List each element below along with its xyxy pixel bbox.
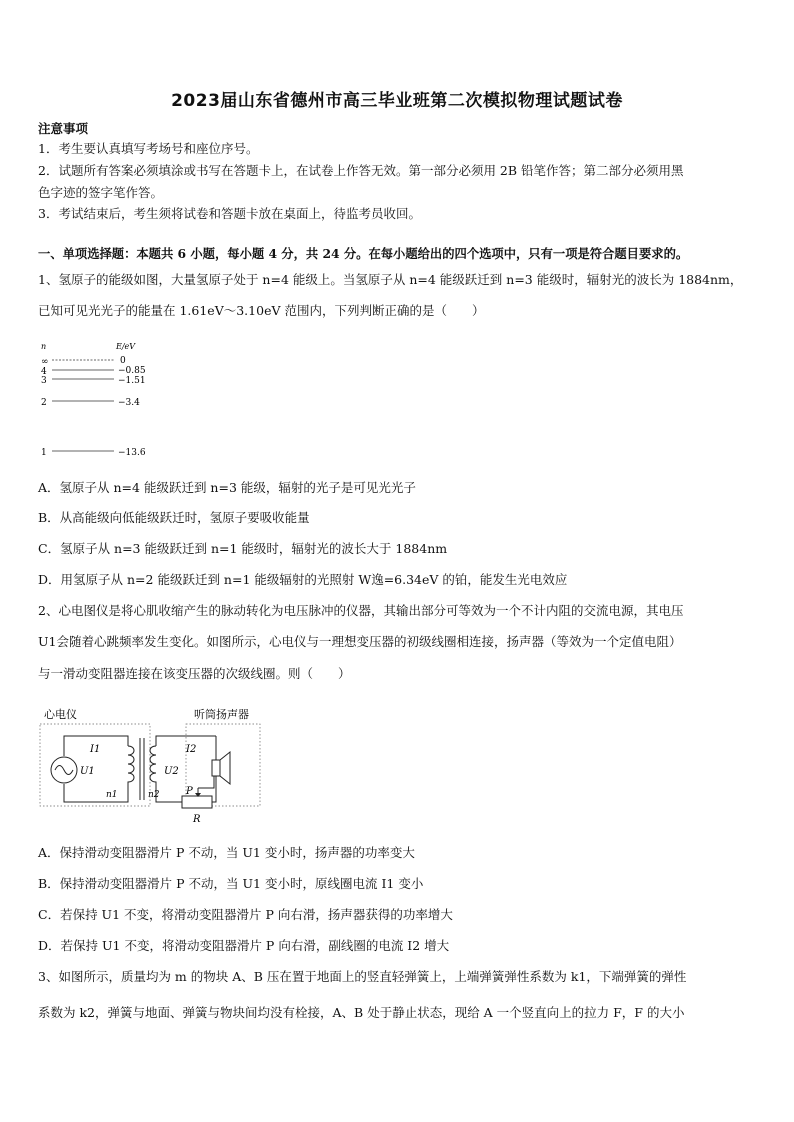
label-U2: U2 <box>164 766 179 777</box>
page-title: 2023届山东省德州市高三毕业班第二次模拟物理试题试卷 <box>171 91 623 111</box>
level-n-2: 2 <box>41 398 47 408</box>
label-ecg: 心电仪 <box>44 708 77 721</box>
level-n-inf: ∞ <box>41 357 49 367</box>
primary-wire-bottom <box>64 784 128 802</box>
level-e-3: −1.51 <box>118 376 146 386</box>
q1-stem-line1: 1、氢原子的能级如图，大量氢原子处于 n=4 能级上。当氢原子从 n=4 能级跃迁到 n=3 能级时，辐射光的波长为 1884nm， <box>38 272 743 287</box>
secondary-coil <box>150 746 156 792</box>
q2-option-d: D．若保持 U1 不变，将滑动变阻器滑片 P 向右滑，副线圈的电流 I2 增大 <box>38 938 450 953</box>
primary-coil <box>128 746 134 792</box>
q1-option-b: B．从高能级向低能级跃迁时，氢原子要吸收能量 <box>38 510 310 525</box>
level-e-inf: 0 <box>120 356 126 366</box>
level-n-1: 1 <box>41 448 47 458</box>
label-speaker: 听筒扬声器 <box>194 708 249 721</box>
level-e-4: −0.85 <box>118 366 146 376</box>
speaker-cone-icon <box>220 752 230 784</box>
slider-wire <box>198 776 214 788</box>
label-R: R <box>193 814 201 825</box>
label-P: P <box>186 786 193 797</box>
q1-option-c: C．氢原子从 n=3 能级跃迁到 n=1 能级时，辐射光的波长大于 1884nm <box>38 541 448 556</box>
level-n-3: 3 <box>41 376 47 386</box>
level-e-1: −13.6 <box>118 448 146 458</box>
label-I2: I2 <box>186 744 197 755</box>
level-e-2: −3.4 <box>118 398 140 408</box>
notice-item-1: 1．考生要认真填写考场号和座位序号。 <box>38 141 259 156</box>
notice-item-2: 2．试题所有答案必须填涂或书写在答题卡上，在试卷上作答无效。第一部分必须用 2B 铅笔作答；第二部分必须用黑 <box>38 163 684 178</box>
notice-heading: 注意事项 <box>38 121 89 136</box>
rheostat-resistor <box>182 796 212 808</box>
q2-stem-line3: 与一滑动变阻器连接在该变压器的次级线圈。则（ ） <box>38 666 351 681</box>
secondary-wire-bottom <box>156 792 182 802</box>
transformer-circuit-diagram <box>36 704 268 830</box>
label-U1: U1 <box>80 766 95 777</box>
q2-stem-line2: U1会随着心跳频率发生变化。如图所示，心电仪与一理想变压器的初级线圈相连接，扬声器（等效为一个定值电阻） <box>38 634 682 649</box>
q1-option-a: A．氢原子从 n=4 能级跃迁到 n=3 能级，辐射的光子是可见光光子 <box>38 480 416 495</box>
q2-option-a: A．保持滑动变阻器滑片 P 不动，当 U1 变小时，扬声器的功率变大 <box>38 845 415 860</box>
energy-level-diagram <box>38 338 168 462</box>
label-n2: n2 <box>148 790 160 800</box>
q2-option-b: B．保持滑动变阻器滑片 P 不动，当 U1 变小时，原线圈电流 I1 变小 <box>38 876 424 891</box>
q1-stem-line2: 已知可见光光子的能量在 1.61eV～3.10eV 范围内，下列判断正确的是（ ） <box>38 303 485 318</box>
section-heading-single-choice: 一、单项选择题：本题共 6 小题，每小题 4 分，共 24 分。在每小题给出的四个选项中，只有一项是符合题目要求的。 <box>38 246 689 261</box>
axis-label-n: n <box>41 342 47 351</box>
q3-stem-line1: 3、如图所示，质量均为 m 的物块 A、B 压在置于地面上的竖直轻弹簧上，上端弹簧弹性系数为 k1，下端弹簧的弹性 <box>38 969 687 984</box>
label-n1: n1 <box>106 790 118 800</box>
level-n-4: 4 <box>41 367 47 377</box>
notice-item-3: 3．考试结束后，考生须将试卷和答题卡放在桌面上，待监考员收回。 <box>38 206 421 221</box>
q1-option-d: D．用氢原子从 n=2 能级跃迁到 n=1 能级辐射的光照射 W逸=6.34eV 的铂，能发生光电效应 <box>38 572 568 587</box>
q3-stem-line2: 系数为 k2，弹簧与地面、弹簧与物块间均没有栓接，A、B 处于静止状态，现给 A 一个竖直向上的拉力 F，F 的大小 <box>38 1005 685 1020</box>
label-I1: I1 <box>90 744 101 755</box>
speaker-icon <box>212 760 220 776</box>
axis-label-energy: E/eV <box>116 342 136 351</box>
notice-item-2-cont: 色字迹的签字笔作答。 <box>38 185 164 200</box>
q2-stem-line1: 2、心电图仪是将心肌收缩产生的脉动转化为电压脉冲的仪器，其输出部分可等效为一个不计内阻的交流电源，其电压 <box>38 603 684 618</box>
q2-option-c: C．若保持 U1 不变，将滑动变阻器滑片 P 向右滑，扬声器获得的功率增大 <box>38 907 453 922</box>
